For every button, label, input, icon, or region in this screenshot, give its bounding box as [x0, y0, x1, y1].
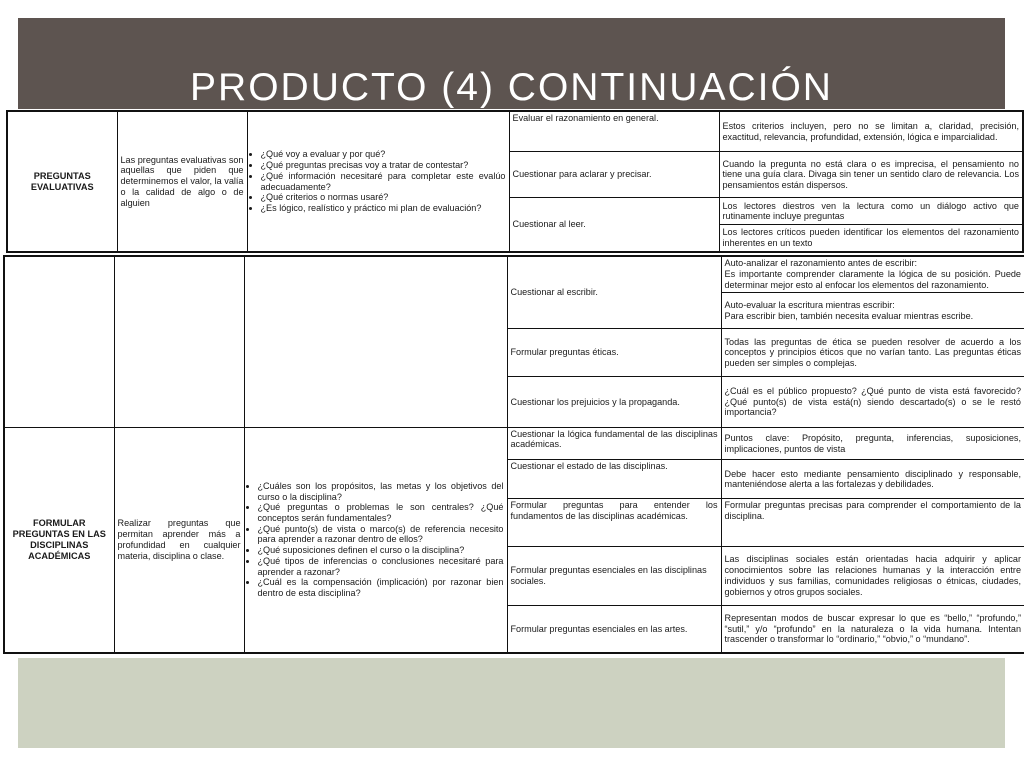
description-cell: Los lectores críticos pueden identificar los elementos del razonamiento inherentes en un texto: [719, 225, 1023, 252]
empty-category-cell: [4, 256, 114, 427]
list-item: • ¿Qué preguntas precisas voy a tratar de contestar?: [261, 160, 506, 171]
title-bar: [18, 18, 1005, 109]
questions-cell: [244, 427, 507, 653]
questions-list: [251, 149, 506, 213]
list-item: • ¿Qué punto(s) de vista o marco(s) de referencia necesito para aprender a razonar dentro de ellos?: [258, 524, 504, 545]
category-label: PREGUNTAS EVALUATIVAS: [30, 170, 94, 192]
empty-questions-cell: [244, 256, 507, 427]
criterion-cell: Cuestionar al leer.: [509, 198, 719, 252]
footer-band: [18, 658, 1005, 748]
questions-cell: [247, 111, 509, 252]
description-body: Es importante comprender claramente la lógica de su posición. Puede determinar mejor esto al enfocar los elementos del razonamiento.: [724, 269, 1021, 290]
description-cell: Las disciplinas sociales están orientadas hacia adquirir y aplicar conocimientos sobre las relaciones humanas y la interacción entre individuos y sus familias, comunidades religiosas o étnicas, ciudades, gobiernos y otros grupos sociales.: [721, 546, 1024, 606]
slide-title: PRODUCTO (4) CONTINUACIÓN: [190, 66, 833, 109]
definition-text: Las preguntas evaluativas son aquellas que piden que determinemos el valor, la valía o la calidad de algo o de alguien: [120, 154, 244, 208]
description-body: Para escribir bien, también necesita evaluar mientras escribe.: [724, 310, 974, 321]
description-cell: Formular preguntas precisas para comprender el comportamiento de la disciplina.: [721, 499, 1024, 546]
evaluative-questions-table: [6, 110, 1024, 253]
table-row: [4, 256, 1024, 293]
table-row: [7, 111, 1023, 152]
list-item: • ¿Qué información necesitaré para completar este evalúo adecuadamente?: [261, 171, 506, 192]
empty-definition-cell: [114, 256, 244, 427]
questions-list: [248, 481, 504, 599]
criterion-cell: Formular preguntas esenciales en las artes.: [507, 606, 721, 653]
list-item: • ¿Qué tipos de inferencias o conclusiones necesitaré para aprender a razonar?: [258, 556, 504, 577]
criterion-cell: Evaluar el razonamiento en general.: [509, 111, 719, 152]
criterion-cell: Cuestionar al escribir.: [507, 256, 721, 329]
description-cell: Cuando la pregunta no está clara o es imprecisa, el pensamiento no tiene una guía clara. Divaga sin tener un sentido claro de relevancia. Los pensamientos están dispersos.: [719, 152, 1023, 198]
description-cell: Todas las preguntas de ética se pueden resolver de acuerdo a los conceptos y principios éticos que no varían tanto. Las preguntas éticas pueden ser simples o complejas.: [721, 329, 1024, 377]
category-cell: [4, 427, 114, 653]
list-item: • ¿Qué suposiciones definen el curso o la disciplina?: [258, 545, 504, 556]
definition-text: Realizar preguntas que permitan aprender más a profundidad en cualquier materia, disciplina o clase.: [117, 518, 241, 561]
criterion-cell: Formular preguntas esenciales en las disciplinas sociales.: [507, 546, 721, 606]
description-cell: Los lectores diestros ven la lectura como un diálogo activo que rutinamente incluye preguntas: [719, 198, 1023, 225]
table-row: [4, 427, 1024, 460]
criterion-cell: Cuestionar para aclarar y precisar.: [509, 152, 719, 198]
list-item: • ¿Qué criterios o normas usaré?: [261, 192, 506, 203]
criterion-cell: Formular preguntas para entender los fundamentos de las disciplinas académicas.: [507, 499, 721, 546]
description-cell: Representan modos de buscar expresar lo que es “bello,” “profundo,” “sutil,” y/o “profundo” en la naturaleza o la vida humana. Intentan trascender o transformar lo “ordinario,” “obvio,” o “mundano”.: [721, 606, 1024, 653]
description-heading: Auto-analizar el razonamiento antes de escribir:: [724, 258, 918, 269]
criterion-cell: Cuestionar la lógica fundamental de las disciplinas académicas.: [507, 427, 721, 460]
list-item: • ¿Es lógico, realístico y práctico mi plan de evaluación?: [261, 203, 506, 214]
criterion-cell: Cuestionar el estado de las disciplinas.: [507, 460, 721, 499]
description-cell: [721, 293, 1024, 329]
description-cell: Puntos clave: Propósito, pregunta, inferencias, suposiciones, implicaciones, puntos de vista: [721, 427, 1024, 460]
list-item: • ¿Qué voy a evaluar y por qué?: [261, 149, 506, 160]
criterion-cell: Cuestionar los prejuicios y la propaganda.: [507, 377, 721, 427]
category-label: FORMULAR PREGUNTAS EN LAS DISCIPLINAS ACADÉMICAS: [12, 518, 106, 561]
academic-questions-table: [3, 255, 1024, 654]
list-item: • ¿Cuáles son los propósitos, las metas y los objetivos del curso o la disciplina?: [258, 481, 504, 502]
description-cell: Debe hacer esto mediante pensamiento disciplinado y responsable, manteniéndose alerta a las fortalezas y debilidades.: [721, 460, 1024, 499]
description-heading: Auto-evaluar la escritura mientras escribir:: [724, 299, 895, 310]
criterion-cell: Formular preguntas éticas.: [507, 329, 721, 377]
definition-cell: [117, 111, 247, 252]
list-item: • ¿Cuál es la compensación (implicación) por razonar bien dentro de esta disciplina?: [258, 577, 504, 598]
category-cell: [7, 111, 117, 252]
description-cell: [721, 256, 1024, 293]
description-cell: ¿Cuál es el público propuesto? ¿Qué punto de vista está favorecido? ¿Qué punto(s) de vista está(n) siendo descartado(s) o se le restó importancia?: [721, 377, 1024, 427]
description-cell: Estos criterios incluyen, pero no se limitan a, claridad, precisión, exactitud, relevancia, profundidad, extensión, lógica e imparcialidad.: [719, 111, 1023, 152]
list-item: • ¿Qué preguntas o problemas le son centrales? ¿Qué conceptos serán fundamentales?: [258, 502, 504, 523]
definition-cell: [114, 427, 244, 653]
